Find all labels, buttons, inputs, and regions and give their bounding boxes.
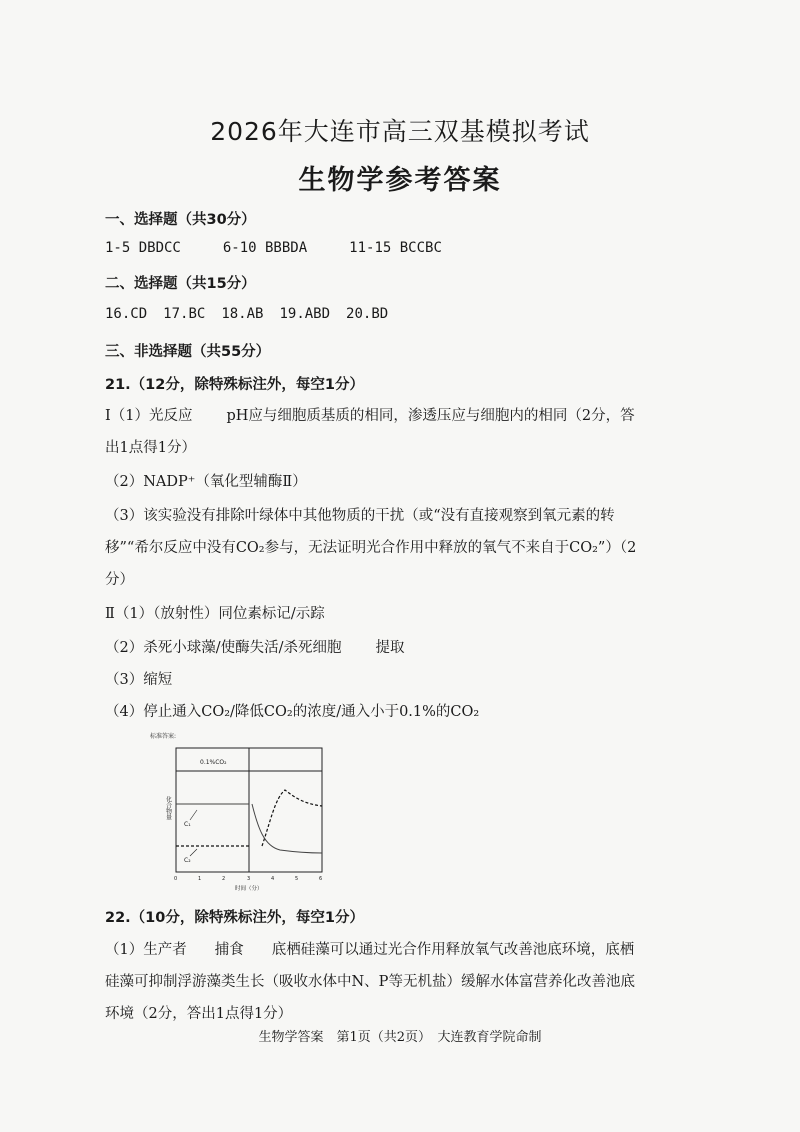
q22-part1-line1	[105, 938, 634, 959]
graph-x-label: 时间（分）	[235, 886, 263, 892]
q21-part2: （2）NADP⁺（氧化型辅酶Ⅱ）	[105, 474, 307, 490]
q21-p1-answer-b: pH应与细胞质基质的相同，渗透压应与细胞内的相同（2分，答	[226, 408, 635, 424]
x-tick: 2	[222, 876, 226, 882]
answer-item: 17.BC	[163, 306, 206, 322]
q21-II-p2-b: 提取	[375, 640, 405, 656]
answer-group: 6-10 BBBDA	[222, 240, 308, 256]
q22-p1-b: 捕食	[214, 942, 244, 958]
c2-arrow	[190, 849, 197, 856]
q21-heading: 21.（12分，除特殊标注外，每空1分）	[105, 377, 364, 393]
q21-II-part4: （4）停止通入CO₂/降低CO₂的浓度/通入小于0.1%的CO₂	[105, 704, 480, 720]
answer-key-title: 生物学参考答案	[298, 165, 502, 196]
section2-answers	[105, 306, 388, 322]
section2-heading: 二、选择题（共15分）	[105, 276, 256, 292]
q21-part3-line2: 移”“希尔反应中没有CO₂参与，无法证明光合作用中释放的氧气不来自于CO₂”）（2	[105, 540, 637, 556]
graph-caption: 标准答案:	[150, 733, 177, 740]
q22-heading: 22.（10分，除特殊标注外，每空1分）	[105, 910, 364, 926]
q21-II-part1: Ⅱ（1）（放射性）同位素标记/示踪	[105, 606, 325, 622]
c2-label: C₂	[184, 857, 191, 864]
answer-item: 20.BD	[346, 306, 389, 322]
section3-heading: 三、非选择题（共55分）	[105, 344, 271, 360]
x-axis-ticks	[174, 876, 322, 882]
q22-p1-c: 底栖硅藻可以通过光合作用释放氧气改善池底环境，底栖	[271, 942, 635, 958]
q21-part1-cont: 出1点得1分）	[105, 440, 196, 456]
c1-arrow	[190, 810, 197, 820]
exam-title: 2026年大连市高三双基模拟考试	[210, 117, 590, 146]
x-tick: 6	[319, 876, 323, 882]
answer-group: 1-5 DBDCC	[105, 240, 181, 256]
section1-heading: 一、选择题（共30分）	[105, 212, 256, 228]
q21-II-part3: （3）缩短	[105, 672, 173, 688]
page-footer: 生物学答案 第1页（共2页） 大连教育学院命制	[258, 1030, 542, 1045]
x-tick: 4	[271, 876, 275, 882]
graph-y-label: 化合物量	[164, 796, 172, 820]
q21-II-p2-a: （2）杀死小球藻/使酶失活/杀死细胞	[105, 640, 342, 656]
x-tick: 0	[174, 876, 178, 882]
section1-answers	[105, 240, 442, 256]
answer-graph	[140, 728, 340, 903]
q21-part3-line3: 分）	[105, 572, 134, 588]
q21-part1	[105, 404, 635, 425]
answer-item: 19.ABD	[279, 306, 331, 322]
x-tick: 5	[295, 876, 299, 882]
c1-label: C₁	[184, 821, 191, 828]
answer-group: 11-15 BCCBC	[349, 240, 442, 256]
x-tick: 1	[198, 876, 202, 882]
q22-part1-line3: 环境（2分，答出1点得1分）	[105, 1006, 293, 1022]
answer-item: 18.AB	[221, 306, 264, 322]
q22-part1-line2: 硅藻可抑制浮游藻类生长（吸收水体中N、P等无机盐）缓解水体富营养化改善池底	[105, 974, 635, 990]
c2-curve-after	[262, 790, 322, 846]
q21-p1-answer-a: Ⅰ（1）光反应	[105, 408, 193, 424]
answer-item: 16.CD	[105, 306, 148, 322]
graph-condition-label: 0.1%CO₂	[200, 759, 227, 766]
q22-p1-a: （1）生产者	[105, 942, 187, 958]
x-tick: 3	[247, 876, 251, 882]
q21-part3-line1: （3）该实验没有排除叶绿体中其他物质的干扰（或“没有直接观察到氧元素的转	[105, 508, 615, 524]
q21-II-part2	[105, 636, 405, 657]
